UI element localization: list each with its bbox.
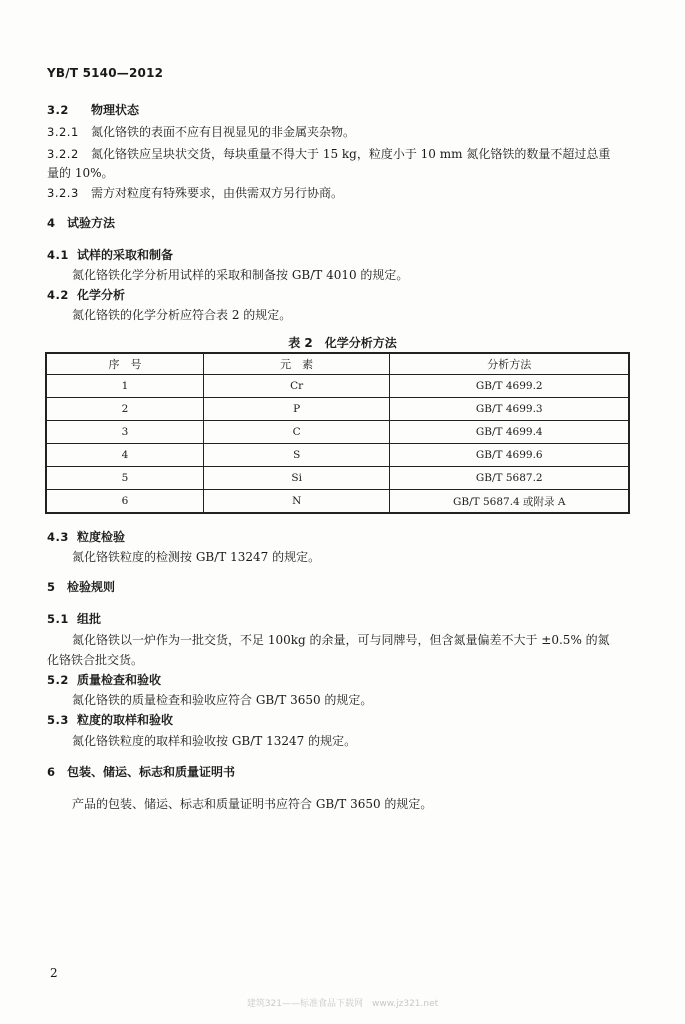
cell-method: GB/T 4699.4 bbox=[390, 421, 629, 444]
section-4-heading bbox=[47, 214, 115, 231]
footer-watermark: 建筑321——标准食品下载网 www.jz321.net bbox=[246, 999, 439, 1009]
section-6-text: 产品的包装、储运、标志和质量证明书应符合 GB/T 3650 的规定。 bbox=[72, 797, 433, 811]
table-row bbox=[46, 421, 629, 444]
cell-method: GB/T 5687.4 或附录 A bbox=[390, 490, 629, 514]
header-element: 元 素 bbox=[203, 353, 390, 375]
section-4-1-text: 氮化铬铁化学分析用试样的采取和制备按 GB/T 4010 的规定。 bbox=[72, 268, 409, 282]
section-5-1-heading bbox=[47, 610, 101, 627]
clause-3-2-2-continued: 量的 10%。 bbox=[47, 166, 114, 180]
section-number: 4 bbox=[47, 216, 56, 230]
section-number: 6 bbox=[47, 765, 56, 779]
section-number: 4.3 bbox=[47, 530, 69, 544]
table-header-row bbox=[46, 353, 629, 375]
section-4-1-heading bbox=[47, 246, 173, 263]
table-2-analysis-methods bbox=[45, 352, 630, 514]
section-title: 粒度检验 bbox=[77, 530, 126, 544]
section-5-heading bbox=[47, 578, 115, 595]
page-number: 2 bbox=[50, 966, 58, 980]
section-title: 物理状态 bbox=[91, 103, 140, 117]
cell-method: GB/T 4699.3 bbox=[390, 398, 629, 421]
cell-seq: 5 bbox=[46, 467, 203, 490]
table-row bbox=[46, 490, 629, 514]
section-5-3-text: 氮化铬铁粒度的取样和验收按 GB/T 13247 的规定。 bbox=[72, 734, 357, 748]
cell-seq: 2 bbox=[46, 398, 203, 421]
section-4-2-text: 氮化铬铁的化学分析应符合表 2 的规定。 bbox=[72, 308, 292, 322]
section-3-2-heading bbox=[47, 101, 139, 118]
cell-element: C bbox=[203, 421, 390, 444]
table-row bbox=[46, 398, 629, 421]
standard-number: YB/T 5140—2012 bbox=[47, 66, 164, 80]
cell-seq: 1 bbox=[46, 375, 203, 398]
clause-text: 氮化铬铁的表面不应有目视显见的非金属夹杂物。 bbox=[91, 125, 356, 139]
section-number: 5.2 bbox=[47, 673, 69, 687]
cell-element: P bbox=[203, 398, 390, 421]
section-number: 4.1 bbox=[47, 248, 69, 262]
table-row bbox=[46, 375, 629, 398]
table-2-caption: 表 2 化学分析方法 bbox=[288, 336, 397, 350]
cell-method: GB/T 4699.6 bbox=[390, 444, 629, 467]
clause-number: 3.2.2 bbox=[47, 147, 79, 161]
clause-3-2-3 bbox=[47, 184, 343, 201]
table-row bbox=[46, 467, 629, 490]
clause-text: 需方对粒度有特殊要求，由供需双方另行协商。 bbox=[91, 186, 344, 200]
section-5-2-heading bbox=[47, 671, 161, 688]
cell-element: Si bbox=[203, 467, 390, 490]
header-method: 分析方法 bbox=[390, 353, 629, 375]
cell-element: S bbox=[203, 444, 390, 467]
section-title: 包装、储运、标志和质量证明书 bbox=[67, 765, 236, 779]
section-4-3-heading bbox=[47, 528, 125, 545]
section-title: 组批 bbox=[77, 612, 102, 626]
clause-number: 3.2.3 bbox=[47, 186, 79, 200]
cell-method: GB/T 4699.2 bbox=[390, 375, 629, 398]
clause-number: 3.2.1 bbox=[47, 125, 79, 139]
section-number: 5 bbox=[47, 580, 56, 594]
section-number: 3.2 bbox=[47, 103, 69, 117]
cell-seq: 4 bbox=[46, 444, 203, 467]
section-5-3-heading bbox=[47, 711, 173, 728]
section-5-1-text-continued: 化铬铁合批交货。 bbox=[47, 653, 144, 667]
section-title: 化学分析 bbox=[77, 288, 126, 302]
section-6-heading bbox=[47, 763, 235, 780]
section-4-2-heading bbox=[47, 286, 125, 303]
clause-text: 氮化铬铁应呈块状交货，每块重量不得大于 15 kg，粒度小于 10 mm 氮化铬铁的数量不超过总重 bbox=[91, 147, 611, 161]
section-title: 检验规则 bbox=[67, 580, 116, 594]
cell-seq: 6 bbox=[46, 490, 203, 514]
cell-seq: 3 bbox=[46, 421, 203, 444]
cell-method: GB/T 5687.2 bbox=[390, 467, 629, 490]
cell-element: N bbox=[203, 490, 390, 514]
section-number: 5.3 bbox=[47, 713, 69, 727]
section-title: 质量检查和验收 bbox=[77, 673, 162, 687]
section-title: 粒度的取样和验收 bbox=[77, 713, 174, 727]
section-number: 5.1 bbox=[47, 612, 69, 626]
clause-3-2-2 bbox=[47, 145, 610, 162]
section-5-2-text: 氮化铬铁的质量检查和验收应符合 GB/T 3650 的规定。 bbox=[72, 693, 373, 707]
section-5-1-text: 氮化铬铁以一炉作为一批交货，不足 100kg 的余量，可与同牌号，但含氮量偏差不大于 ±0.5% 的氮 bbox=[72, 633, 610, 647]
table-row bbox=[46, 444, 629, 467]
section-title: 试样的采取和制备 bbox=[77, 248, 174, 262]
section-4-3-text: 氮化铬铁粒度的检测按 GB/T 13247 的规定。 bbox=[72, 550, 321, 564]
header-seq: 序 号 bbox=[46, 353, 203, 375]
section-number: 4.2 bbox=[47, 288, 69, 302]
section-title: 试验方法 bbox=[67, 216, 116, 230]
cell-element: Cr bbox=[203, 375, 390, 398]
clause-3-2-1 bbox=[47, 123, 355, 140]
